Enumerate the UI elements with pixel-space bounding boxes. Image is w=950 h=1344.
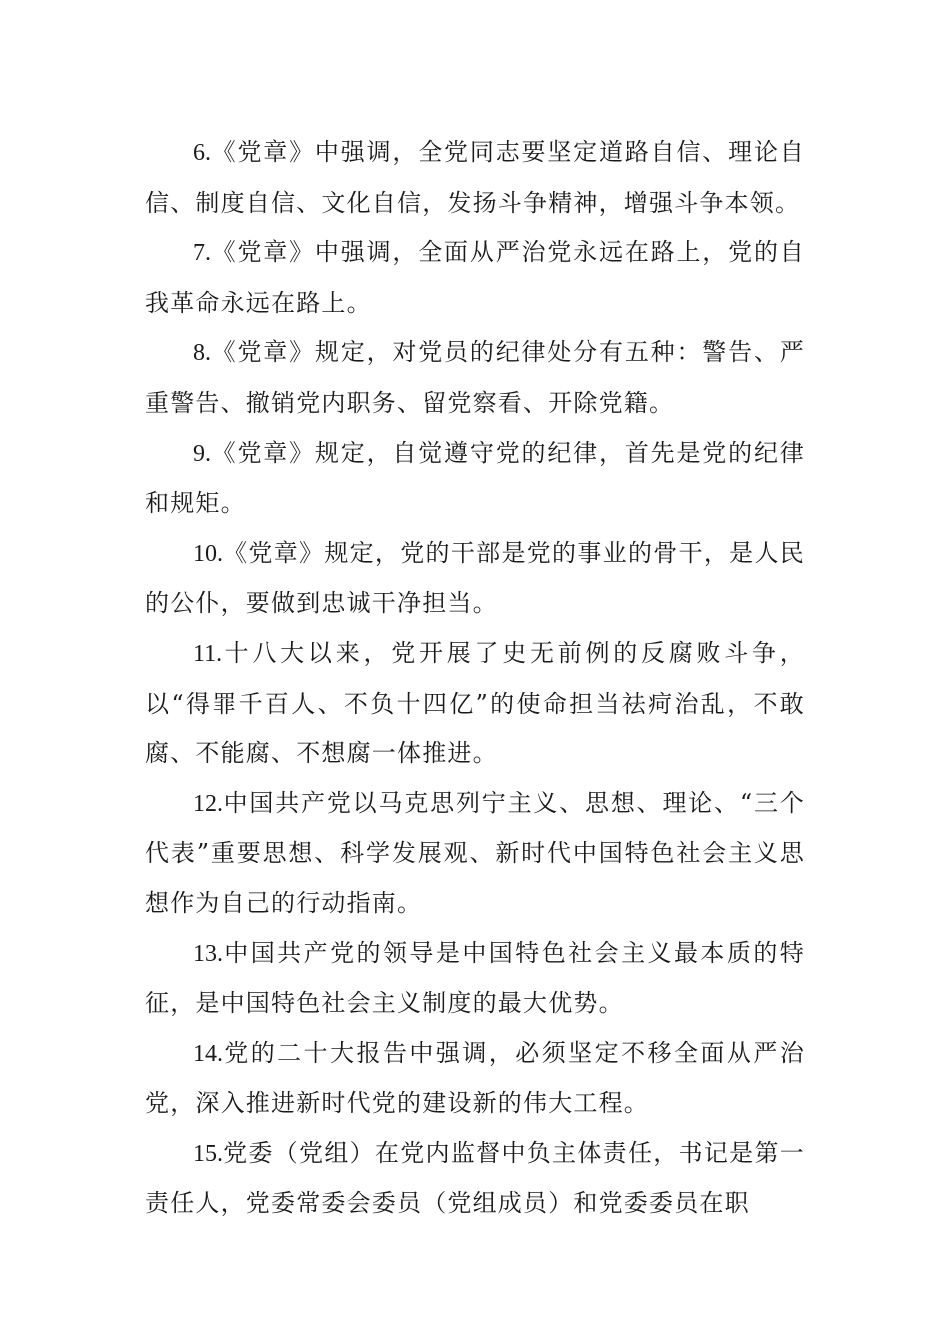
- paragraph-number: 15.: [193, 1140, 223, 1167]
- paragraph-text: 《党章》中强调，全面从严治党永远在路上，党的自我革命永远在路上。: [145, 238, 805, 317]
- paragraph-9: [145, 429, 805, 529]
- paragraph-text: 中国共产党以马克思列宁主义、思想、理论、“三个代表”重要思想、科学发展观、新时代中国特色社会主义思想作为自己的行动指南。: [145, 788, 805, 917]
- paragraph-number: 8.: [193, 340, 211, 367]
- paragraph-text: 十八大以来，党开展了史无前例的反腐败斗争，以“得罪千百人、不负十四亿”的使命担当祛疴治乱，不敢腐、不能腐、不想腐一体推进。: [145, 638, 805, 768]
- paragraph-number: 13.: [193, 940, 223, 967]
- paragraph-15: [145, 1129, 805, 1229]
- paragraph-number: 12.: [193, 790, 223, 817]
- document-body: [145, 128, 805, 1229]
- paragraph-11: [145, 629, 805, 779]
- paragraph-14: [145, 1029, 805, 1129]
- paragraph-8: [145, 328, 805, 428]
- paragraph-number: 10.: [193, 540, 223, 567]
- paragraph-7: [145, 228, 805, 328]
- paragraph-number: 14.: [193, 1040, 223, 1067]
- paragraph-13: [145, 929, 805, 1029]
- paragraph-number: 6.: [193, 140, 211, 166]
- paragraph-number: 7.: [193, 240, 211, 267]
- paragraph-text: 《党章》规定，自觉遵守党的纪律，首先是党的纪律和规矩。: [145, 438, 805, 518]
- paragraph-text: 党委（党组）在党内监督中负主体责任，书记是第一责任人，党委常委会委员（党组成员）和党委委员在职: [145, 1138, 805, 1218]
- paragraph-6: [145, 128, 805, 228]
- paragraph-number: 9.: [193, 440, 211, 467]
- paragraph-text: 党的二十大报告中强调，必须坚定不移全面从严治党，深入推进新时代党的建设新的伟大工程。: [145, 1038, 805, 1118]
- paragraph-number: 11.: [193, 640, 223, 667]
- paragraph-text: 中国共产党的领导是中国特色社会主义最本质的特征，是中国特色社会主义制度的最大优势。: [145, 938, 805, 1018]
- paragraph-text: 《党章》中强调，全党同志要坚定道路自信、理论自信、制度自信、文化自信，发扬斗争精神，增强斗争本领。: [145, 138, 805, 217]
- paragraph-text: 《党章》规定，党的干部是党的事业的骨干，是人民的公仆，要做到忠诚干净担当。: [145, 538, 805, 618]
- paragraph-10: [145, 529, 805, 629]
- paragraph-12: [145, 779, 805, 929]
- paragraph-text: 《党章》规定，对党员的纪律处分有五种：警告、严重警告、撤销党内职务、留党察看、开除党籍。: [145, 338, 805, 417]
